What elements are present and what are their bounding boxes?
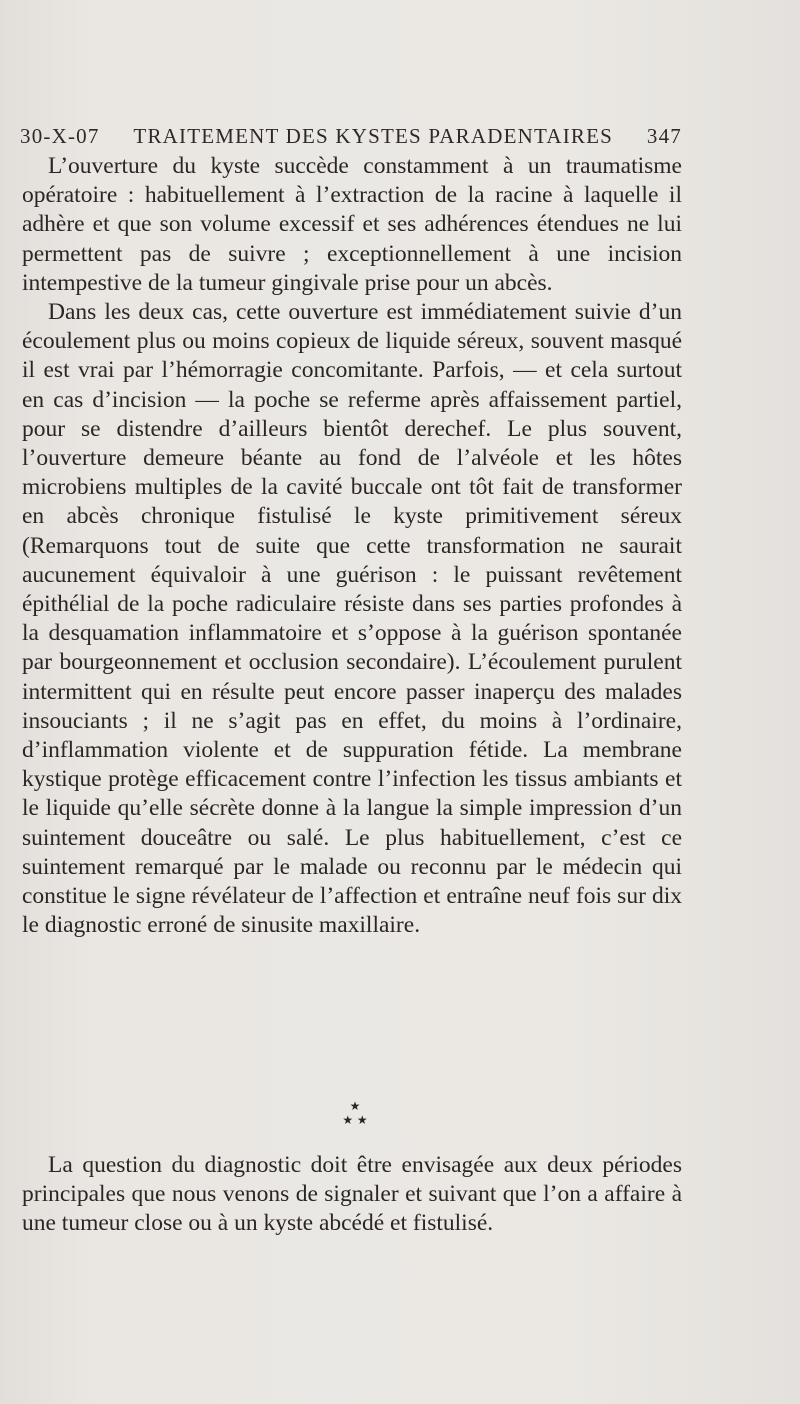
body-text [22,152,682,940]
header-title: TRAITEMENT DES KYSTES PARADENTAIRES [133,124,614,148]
page-number: 347 [646,124,682,148]
paragraph: L’ouverture du kyste succède constamment à un traumatisme opératoire : habituellement à l’extraction de la racine à laquelle il adhère et que son volume excessif et ses adhérences étendues ne lui permettent pas de suivre ; exceptionnellement à une incision intempestive de la tumeur gingivale prise pour un abcès. [22,153,682,296]
asterism-ornament: ★ ★ ★ [342,1099,368,1127]
paragraph: La question du diagnostic doit être envisagée aux deux périodes principales que nous venons de signaler et suivant que l’on a affaire à une tumeur close ou à un kyste abcédé et fistulisé. [22,1152,682,1237]
header-date: 30-X-07 [20,124,100,148]
body-text-continued [22,1151,682,1239]
running-header [20,124,682,149]
paragraph: Dans les deux cas, cette ouverture est immédiatement suivie d’un écoulement plus ou moins copieux de liquide séreux, souvent masqué il est vrai par l’hémorragie concomitante. Parfois, — et cela surtout en cas d’incision — la poche se referme après affaissement partiel, pour se distendre d’ailleurs bientôt derechef. Le plus souvent, l’ouverture demeure béante au fond de l’alvéole et les hôtes microbiens multiples de la cavité buccale ont tôt fait de transformer en abcès chronique fistulisé le kyste primitivement séreux (Remarquons tout de suite que cette transformation ne saurait aucunement équivaloir à une guérison : le puissant revêtement épithélial de la poche radiculaire résiste dans ses parties profondes à la desquamation inflammatoire et s’oppose à la guérison spontanée par bourgeonnement et occlusion secondaire). L’écoulement purulent intermittent qui en résulte peut encore passer inaperçu des malades insouciants ; il ne s’agit pas en effet, du moins à l’ordinaire, d’inflammation violente et de suppuration fétide. La membrane kystique protège efficacement contre l’infection les tissus ambiants et le liquide qu’elle sécrète donne à la langue la simple impression d’un suintement douceâtre ou salé. Le plus habituellement, c’est ce suintement remarqué par le malade ou reconnu par le médecin qui constitue le signe révélateur de l’affection et entraîne neuf fois sur dix le diagnostic erroné de sinusite maxillaire. [22,299,682,939]
